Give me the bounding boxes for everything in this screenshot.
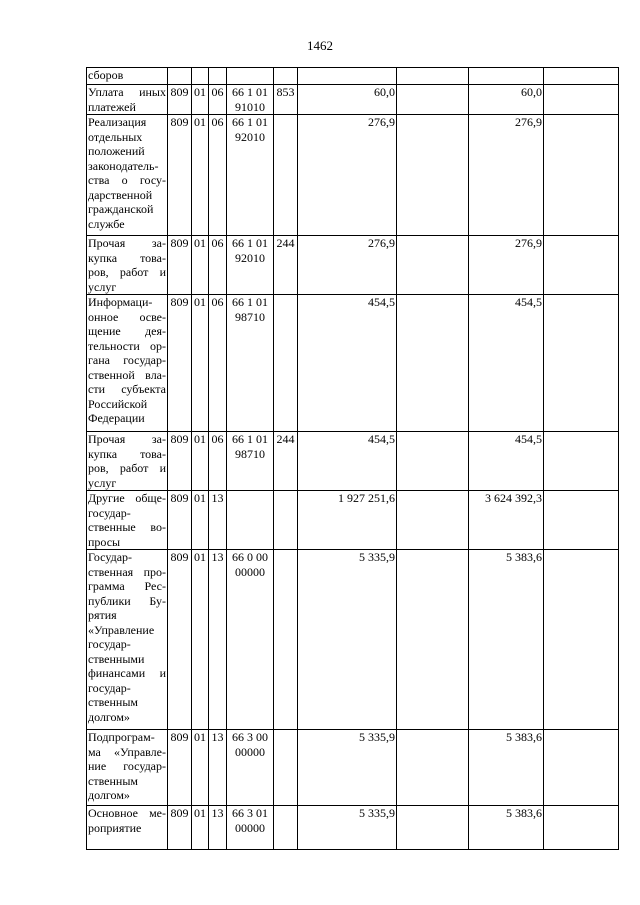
table-row: [87, 115, 619, 236]
row-ved: 809: [168, 85, 192, 115]
row-ved: 809: [168, 491, 192, 550]
row-sum2: 60,0: [469, 85, 544, 115]
row-pr: 06: [209, 115, 227, 236]
row-csr: 66 1 01 92010: [227, 115, 274, 236]
row-rz: 01: [192, 115, 209, 236]
row-sum2: 276,9: [469, 115, 544, 236]
table-row: [87, 295, 619, 432]
row-vr: [274, 806, 298, 850]
row-csr: [227, 491, 274, 550]
row-csr: 66 1 01 92010: [227, 236, 274, 295]
row-vr: [274, 491, 298, 550]
table-row: [87, 432, 619, 491]
row-vr: 244: [274, 236, 298, 295]
row-vr: 244: [274, 432, 298, 491]
row-col10: [544, 115, 619, 236]
row-csr: 66 3 00 00000: [227, 730, 274, 806]
row-ved: [168, 68, 192, 85]
row-col8: [397, 295, 469, 432]
row-sum1: 1 927 251,6: [298, 491, 397, 550]
row-name: сборов: [87, 68, 168, 85]
row-sum1: [298, 68, 397, 85]
row-name: Государ-ственная про-грамма Рес-публики Бу-рятия «Управление государ-ственными финансами и государ-ственным долгом»: [87, 550, 168, 730]
row-csr: 66 3 01 00000: [227, 806, 274, 850]
row-col10: [544, 236, 619, 295]
row-ved: 809: [168, 730, 192, 806]
row-vr: [274, 550, 298, 730]
row-name: Основное ме-роприятие: [87, 806, 168, 850]
row-rz: 01: [192, 85, 209, 115]
row-pr: [209, 68, 227, 85]
row-sum2: 454,5: [469, 295, 544, 432]
row-col8: [397, 491, 469, 550]
row-col8: [397, 68, 469, 85]
row-col8: [397, 806, 469, 850]
row-col8: [397, 85, 469, 115]
row-col8: [397, 115, 469, 236]
row-col10: [544, 730, 619, 806]
budget-table: [86, 67, 619, 850]
row-name: Реализация отдельных положений законодатель-ства о госу-дарственной гражданской службе: [87, 115, 168, 236]
row-vr: [274, 115, 298, 236]
row-sum1: 454,5: [298, 432, 397, 491]
row-pr: 06: [209, 432, 227, 491]
row-rz: 01: [192, 550, 209, 730]
row-sum2: 5 383,6: [469, 806, 544, 850]
row-pr: 13: [209, 730, 227, 806]
row-sum2: 454,5: [469, 432, 544, 491]
row-ved: 809: [168, 236, 192, 295]
row-csr: 66 1 01 91010: [227, 85, 274, 115]
row-name: Прочая за-купка това-ров, работ и услуг: [88, 236, 166, 294]
row-sum1: 454,5: [298, 295, 397, 432]
row-vr: 853: [274, 85, 298, 115]
row-rz: 01: [192, 491, 209, 550]
row-rz: 01: [192, 730, 209, 806]
row-pr: 13: [209, 491, 227, 550]
table-row: [87, 85, 619, 115]
row-pr: 06: [209, 295, 227, 432]
row-ved: 809: [168, 550, 192, 730]
row-sum2: 5 383,6: [469, 550, 544, 730]
row-pr: 13: [209, 550, 227, 730]
row-sum1: 5 335,9: [298, 730, 397, 806]
row-col8: [397, 550, 469, 730]
row-sum1: 276,9: [298, 236, 397, 295]
table-row: [87, 68, 619, 85]
row-ved: 809: [168, 432, 192, 491]
row-col10: [544, 550, 619, 730]
row-col10: [544, 491, 619, 550]
row-sum2: 276,9: [469, 236, 544, 295]
row-ved: 809: [168, 806, 192, 850]
row-col8: [397, 432, 469, 491]
table-row: [87, 550, 619, 730]
row-sum2: [469, 68, 544, 85]
row-csr: [227, 68, 274, 85]
row-name: Другие обще-государ-ственные во-просы: [88, 491, 166, 549]
row-name: Прочая за-купка това-ров, работ и услуг: [88, 432, 166, 490]
table-row: [87, 730, 619, 806]
row-rz: 01: [192, 295, 209, 432]
row-col10: [544, 295, 619, 432]
row-sum2: 5 383,6: [469, 730, 544, 806]
row-vr: [274, 730, 298, 806]
row-col10: [544, 432, 619, 491]
row-col8: [397, 236, 469, 295]
table-row: [87, 236, 619, 295]
row-vr: [274, 295, 298, 432]
table-row: [87, 806, 619, 850]
row-name: Информаци-онное осве-щение дея-тельности ор-гана государ-ственной вла-сти субъекта Российской Федерации: [87, 295, 168, 432]
row-ved: 809: [168, 295, 192, 432]
row-csr: 66 1 01 98710: [227, 432, 274, 491]
row-col8: [397, 730, 469, 806]
table-row: [87, 491, 619, 550]
row-rz: 01: [192, 806, 209, 850]
row-rz: 01: [192, 236, 209, 295]
row-name: Подпрограм-ма «Управле-ние государ-ственным долгом»: [87, 730, 168, 806]
row-vr: [274, 68, 298, 85]
row-pr: 13: [209, 806, 227, 850]
row-col10: [544, 806, 619, 850]
row-pr: 06: [209, 85, 227, 115]
row-csr: 66 1 01 98710: [227, 295, 274, 432]
row-rz: [192, 68, 209, 85]
row-csr: 66 0 00 00000: [227, 550, 274, 730]
row-sum1: 5 335,9: [298, 550, 397, 730]
row-sum2: 3 624 392,3: [469, 491, 544, 550]
page-number: 1462: [307, 38, 333, 53]
row-pr: 06: [209, 236, 227, 295]
row-ved: 809: [168, 115, 192, 236]
row-sum1: 60,0: [298, 85, 397, 115]
row-sum1: 5 335,9: [298, 806, 397, 850]
row-rz: 01: [192, 432, 209, 491]
row-col10: [544, 85, 619, 115]
row-col10: [544, 68, 619, 85]
row-sum1: 276,9: [298, 115, 397, 236]
row-name: Уплата иных платежей: [88, 85, 166, 114]
